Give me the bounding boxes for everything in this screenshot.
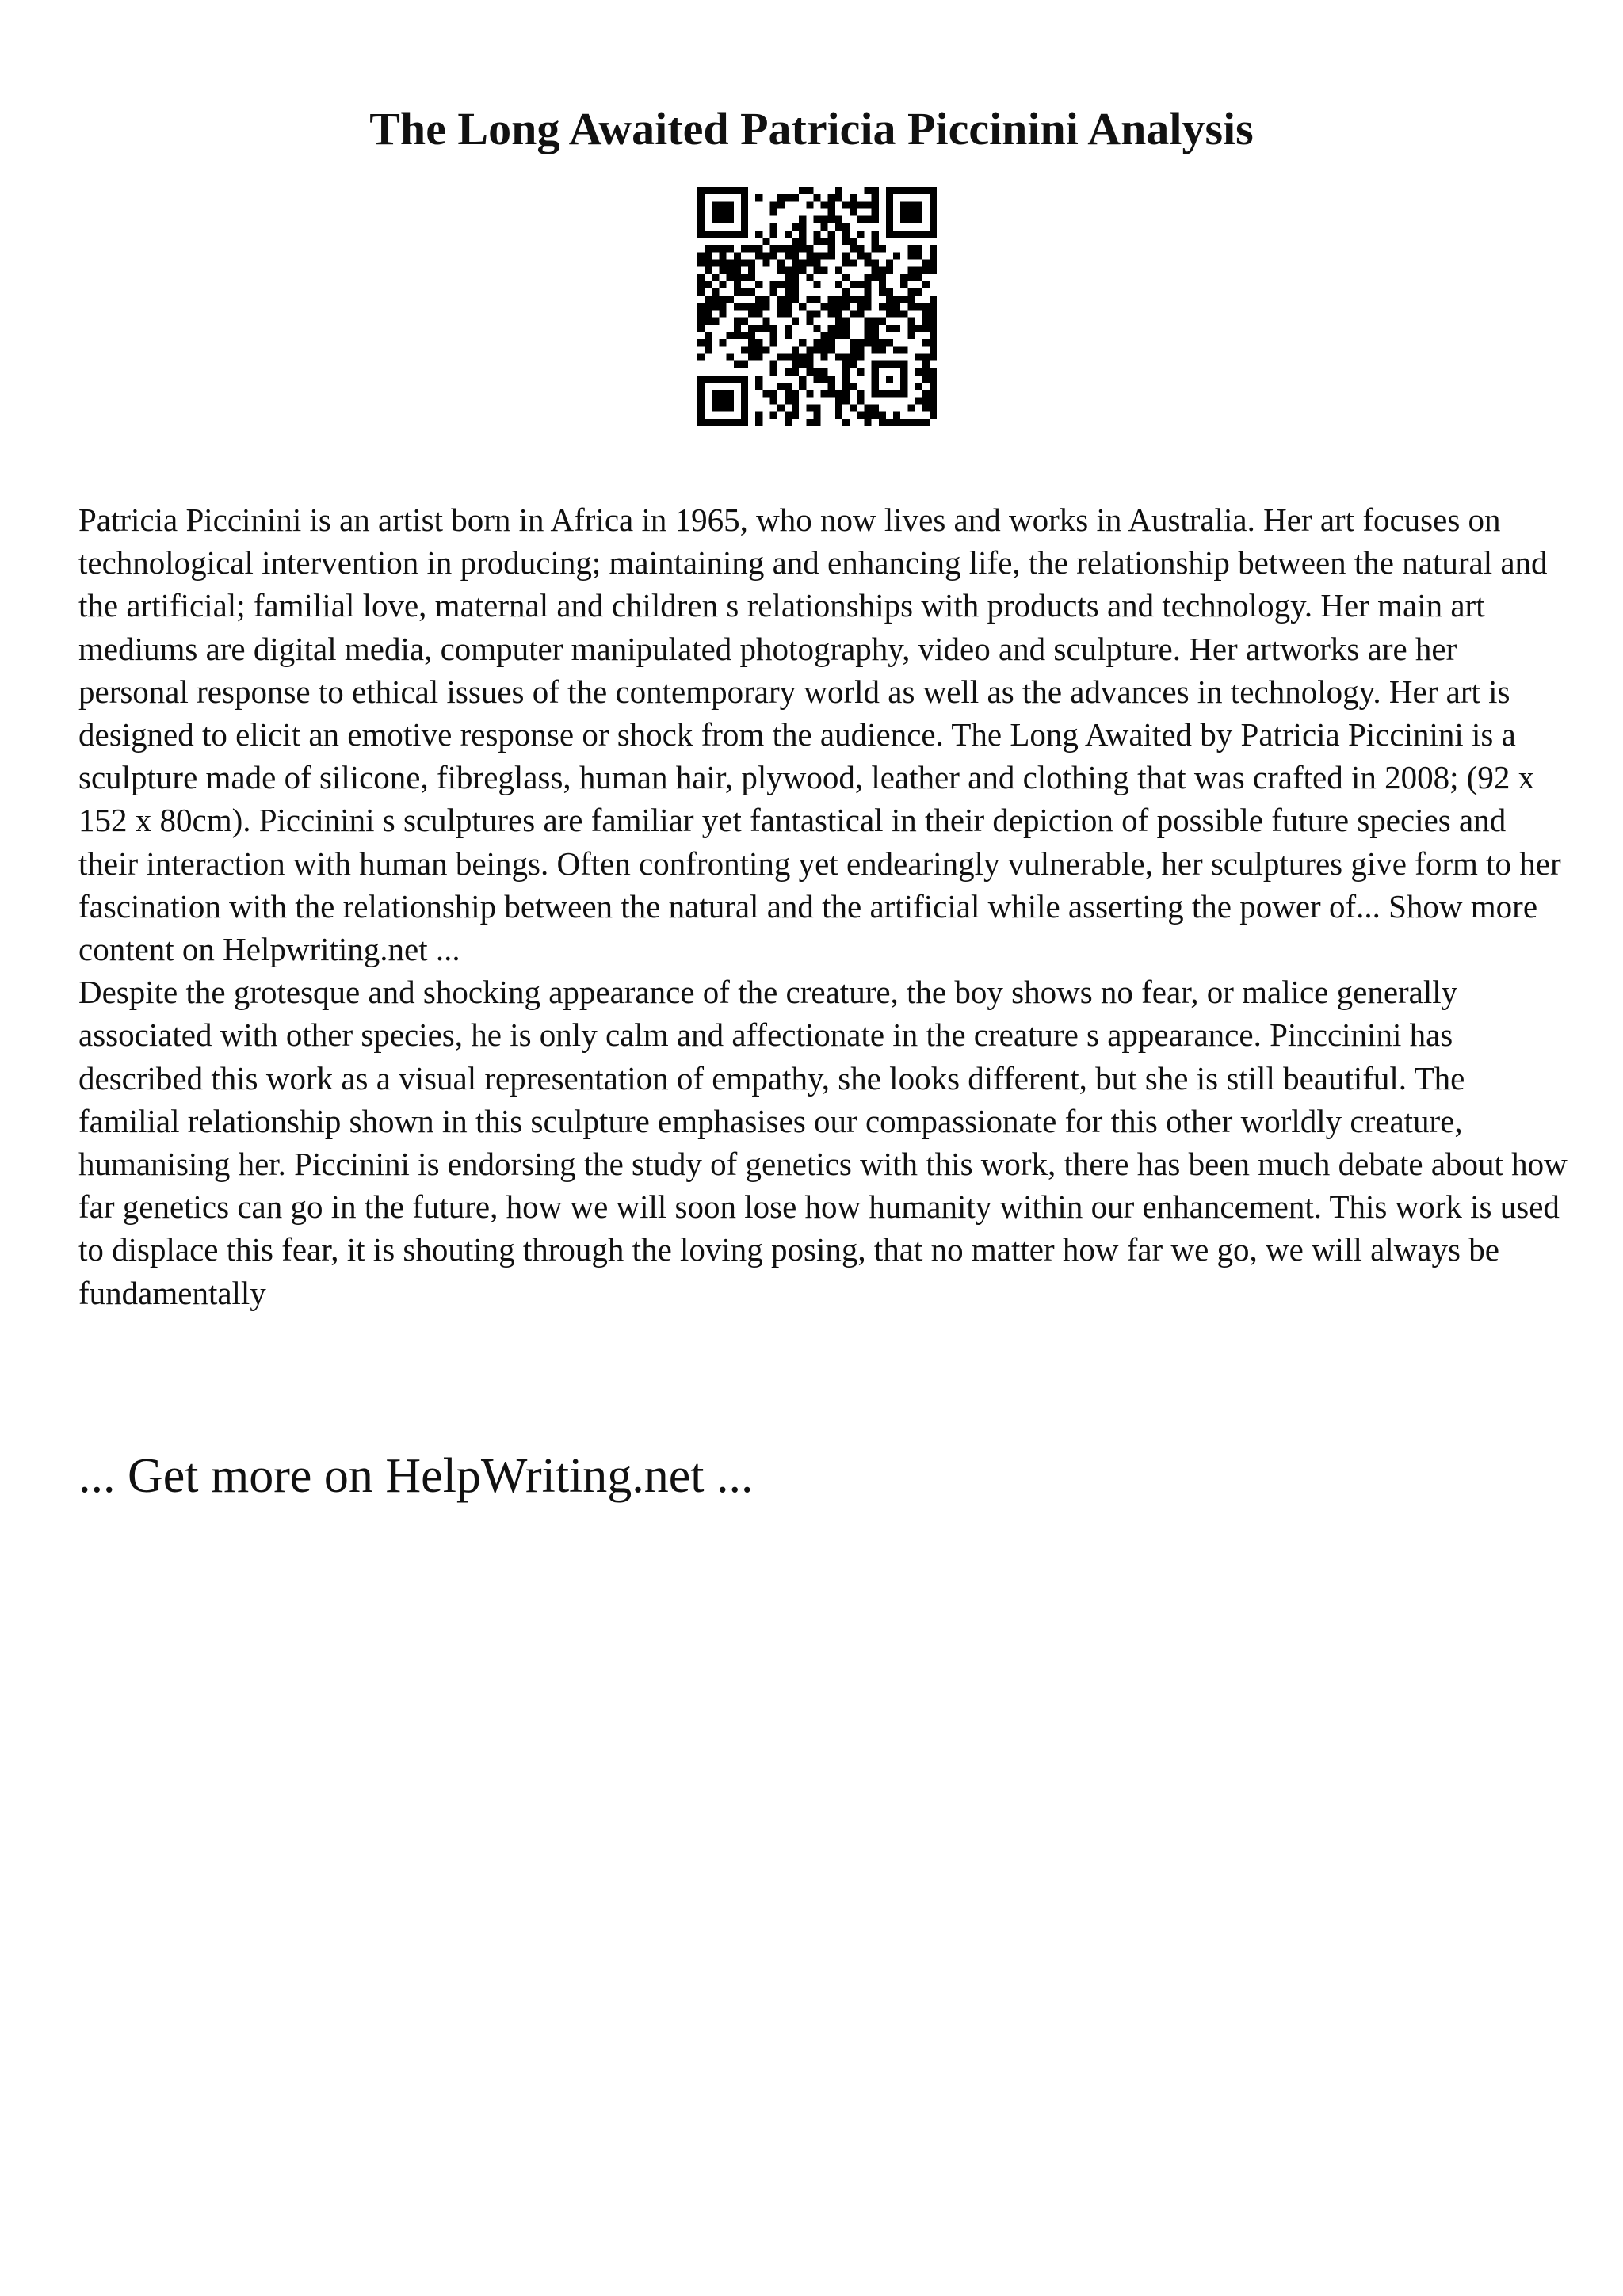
- get-more-link[interactable]: ... Get more on HelpWriting.net ...: [78, 1449, 754, 1503]
- paragraph-1: Patricia Piccinini is an artist born in Africa in 1965, who now lives and works in Australia. Her art focuses on technological intervention in producing; maintaining and enhancing life, the relationship between the natural and the artificial; familial love, maternal and children s relationships with products and technology. Her main art mediums are digital media, computer manipulated photography, video and sculpture. Her artworks are her personal response to ethical issues of the contemporary world as well as the advances in technology. Her art is designed to elicit an emotive response or shock from the audience. The Long Awaited by Patricia Piccinini is a sculpture made of silicone, fibreglass, human hair, plywood, leather and clothing that was crafted in 2008; (92 x 152 x 80cm). Piccinini s sculptures are familiar yet fantastical in their depiction of possible future species and their interaction with human beings. Often confronting yet endearingly vulnerable, her sculptures give form to her fascination with the relationship between the natural and the artificial while asserting the power of... Show more content on Helpwriting.net ...: [78, 502, 1561, 968]
- page-title: The Long Awaited Patricia Piccinini Analysis: [369, 103, 1254, 154]
- article-body: [78, 498, 1568, 1314]
- qr-code-graphic: [697, 187, 937, 426]
- qr-code-icon[interactable]: [697, 187, 937, 426]
- paragraph-2: Despite the grotesque and shocking appearance of the creature, the boy shows no fear, or malice generally associated with other species, he is only calm and affectionate in the creature s appearance. Pinccinini has described this work as a visual representation of empathy, she looks different, but she is still beautiful. The familial relationship shown in this sculpture emphasises our compassionate for this other worldly creature, humanising her. Piccinini is endorsing the study of genetics with this work, there has been much debate about how far genetics can go in the future, how we will soon lose how humanity within our enhancement. This work is used to displace this fear, it is shouting through the loving posing, that no matter how far we go, we will always be fundamentally: [78, 974, 1568, 1311]
